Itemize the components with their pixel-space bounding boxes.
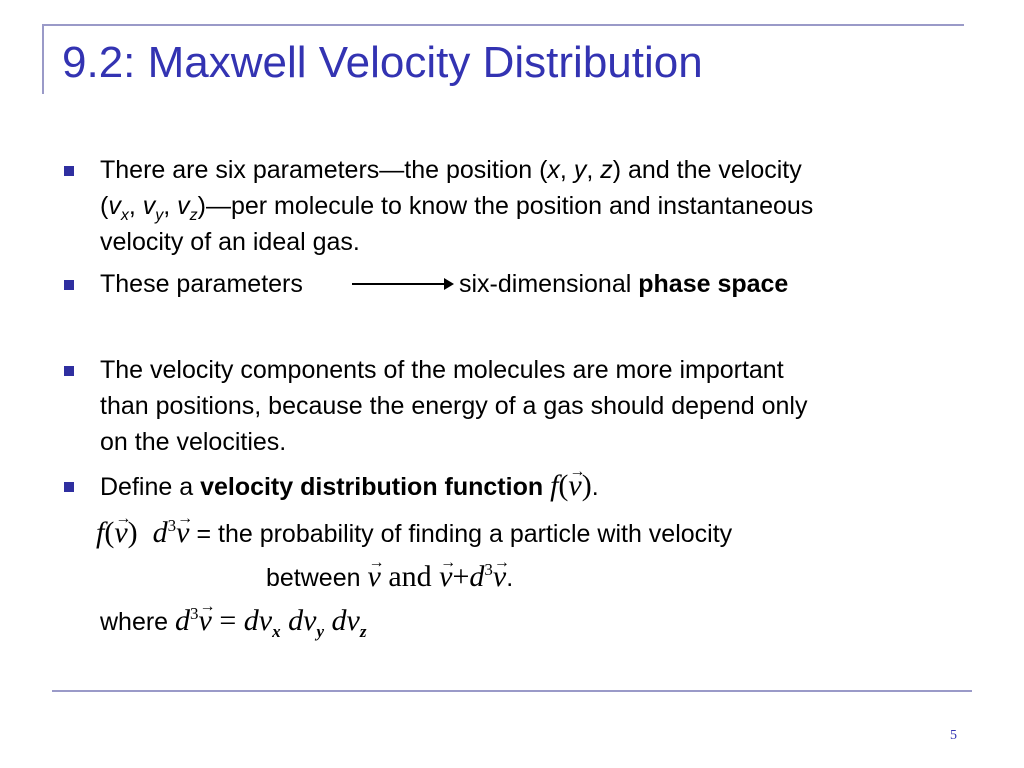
equation-line-3: where $d^3\to v = dv_x$ $dv_y$ $dv_z$ [100,596,366,650]
bullet-3-line-1: The velocity components of the molecules are more important [100,356,784,384]
bullet-2-line-b: six-dimensional phase space [459,270,789,298]
bullet-marker [64,482,74,492]
bullet-3-line-3: on the velocities. [100,428,287,456]
bullet-3-line-2: than positions, because the energy of a gas should depend only [100,392,808,420]
bullet-1-line-1: There are six parameters—the position (x, y, z) and the velocity [100,156,802,184]
math-d3v-definition: $d^3\to v = dv_x$ $dv_y$ $dv_z$ [175,604,366,637]
frame-left-rule [42,24,44,94]
math-f-of-v: f(→ v) [550,469,592,502]
right-arrow-icon [352,283,446,285]
bullet-2-line-a: These parameters [100,270,303,298]
math-f-v-d3v: f(→ v) $d^3\to v$ [96,516,190,549]
frame-top-rule [42,24,964,26]
footer-rule [52,690,972,692]
bullet-marker [64,366,74,376]
bullet-1-line-2: ($v_x$, $v_y$, $v_z)—per$ molecule to know the position and instantaneous [100,192,814,224]
equation-line-2: between → v and → $v+d^3\to v$. [266,552,513,596]
equation-line-1: f(→ v) $d^3\to v$ = the probability of finding a particle with velocity [96,508,732,552]
bullet-4-line: Define a velocity distribution function f(→ v). [100,468,599,505]
bullet-marker [64,280,74,290]
math-v-and-v-plus-d3v: → v and → $v+d^3\to v$ [367,560,506,593]
page-number: 5 [950,728,957,743]
bullet-1-line-3: velocity of an ideal gas. [100,228,360,256]
slide-title: 9.2: Maxwell Velocity Distribution [62,38,703,87]
bullet-marker [64,166,74,176]
